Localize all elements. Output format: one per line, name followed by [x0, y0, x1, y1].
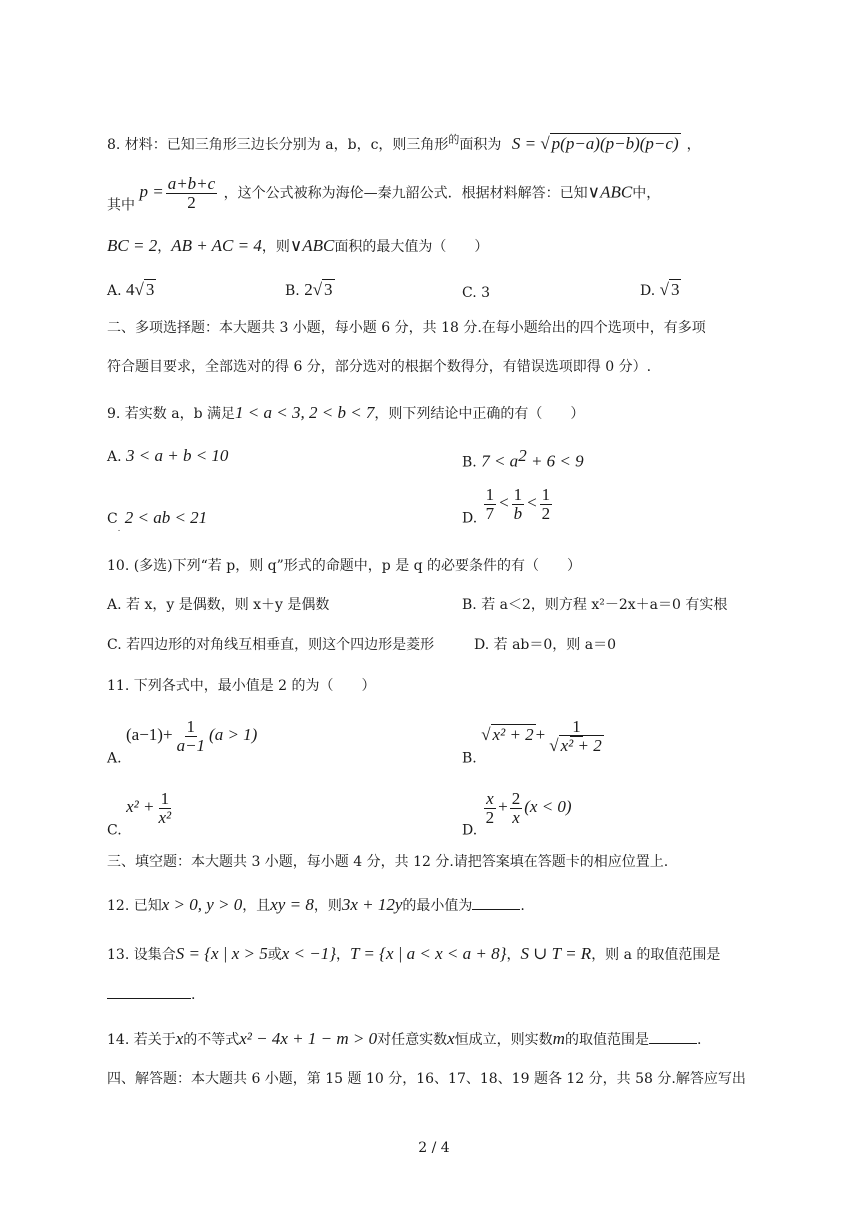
q12-stem: 12. 已知x > 0, y > 0，且xy = 8，则3x + 12y的最小值为 . — [107, 895, 525, 914]
q11-option-d: D. $\frac{x}{2}$ + $\frac{2}{x}$ (x < 0) — [462, 789, 572, 839]
q9-option-d: D. $\frac{1}{7}$ < $\frac{1}{b}$ < $\frac{1}{2}$ — [462, 485, 551, 527]
section2-heading: 二、多项选择题：本大题共 3 小题，每小题 6 分，共 18 分.在每小题给出的四个选项中，有多项 — [107, 320, 706, 336]
q11-option-c: C. x² + $\frac{1}{\text{x²}}$ — [107, 789, 172, 839]
q8-line2: 其中 p = $\frac{a+b+c}{2}$ ，这个公式被称为海伦—秦九韶公式．根据材料解答：已知∨ABC中， — [107, 174, 661, 214]
q10-option-c: C. 若四边形的对角线互相垂直，则这个四边形是菱形 — [107, 637, 435, 653]
q8-area-text: 面积为 — [459, 137, 502, 153]
p-formula: p = $\frac{a+b+c}{2}$ — [139, 174, 216, 212]
q11-option-b: B. √ x² + 2 + $\frac{1}{\text{√ x² + 2}}$ — [462, 717, 602, 767]
q11-stem: 11. 下列各式中，最小值是 2 的为（ ） — [107, 678, 376, 694]
q8-option-d: D. √ 3 — [640, 280, 680, 299]
q8-prefix: 8. 材料：已知三角形三边长分别为 a，b，c，则三角形 — [107, 137, 449, 153]
q10-stem: 10. (多选)下列“若 p，则 q”形式的命题中，p 是 q 的必要条件的有（ ） — [107, 558, 582, 574]
q9-option-a: A. 3 < a + b < 10 — [107, 446, 229, 465]
q8-option-c: C. 3 — [462, 285, 491, 301]
q9-option-c: $C_.$ 2 < ab < 21 — [107, 508, 208, 533]
q10-option-d: D. 若 ab＝0，则 a＝0 — [474, 637, 616, 653]
q11-option-a: A. (a−1)+ $\frac{1}{a-1}$ (a > 1) — [107, 717, 258, 767]
condition-bc: BC = 2 — [107, 236, 158, 255]
q14-answer-blank[interactable] — [649, 1043, 697, 1044]
triangle-abc-2: ∨ABC — [289, 236, 335, 255]
section3-heading: 三、填空题：本大题共 3 小题，每小题 4 分，共 12 分.请把答案填在答题卡的相应位置上. — [107, 854, 669, 870]
q8-option-b: B. 2√ 3 — [285, 280, 333, 299]
page-number: 2 / 4 — [418, 1140, 450, 1156]
triangle-abc-1: ∨ABC — [587, 182, 633, 202]
q8-line1: 8. 材料：已知三角形三边长分别为 a，b，c，则三角形$^的$面积为 S = √ p(p−a)(p−b)(p−c) ， — [107, 133, 701, 153]
heron-formula: S = √ p(p−a)(p−b)(p−c) — [511, 134, 679, 153]
q12-answer-blank[interactable] — [472, 909, 520, 910]
q8-option-a: A. 4√ 3 — [107, 280, 155, 299]
q10-option-b: B. 若 a＜2，则方程 x²－2x＋a＝0 有实根 — [462, 597, 728, 613]
q9-stem: 9. 若实数 a，b 满足1 < a < 3, 2 < b < 7，则下列结论中正确的有（ ） — [107, 403, 585, 422]
condition-ab-ac: AB + AC = 4 — [171, 236, 262, 255]
q13-answer-blank[interactable] — [107, 998, 191, 999]
q9-option-b: B. $7 < a^2 + 6 < 9$ — [462, 446, 584, 471]
q14-stem: 14. 若关于x的不等式x² − 4x + 1 − m > 0对任意实数x恒成立，则实数m的取值范围是 . — [107, 1029, 702, 1048]
q10-option-a: A. 若 x，y 是偶数，则 x＋y 是偶数 — [107, 597, 330, 613]
q13-answer-line: . — [107, 985, 195, 1005]
section4-heading: 四、解答题：本大题共 6 小题，第 15 题 10 分，16、17、18、19 题各 12 分，共 58 分.解答应写出 — [107, 1071, 746, 1087]
q8-line3: BC = 2，AB + AC = 4，则∨ABC面积的最大值为（ ） — [107, 236, 489, 255]
q13-stem: 13. 设集合S = {x | x > 5或x < −1}，T = {x | a < x < a + 8}，S ∪ T = R，则 a 的取值范围是 — [107, 944, 721, 963]
section2-heading-cont: 符合题目要求，全部选对的得 6 分，部分选对的根据个数得分，有错误选项即得 0 分）. — [107, 359, 652, 375]
q8-de: 的 — [448, 133, 460, 146]
